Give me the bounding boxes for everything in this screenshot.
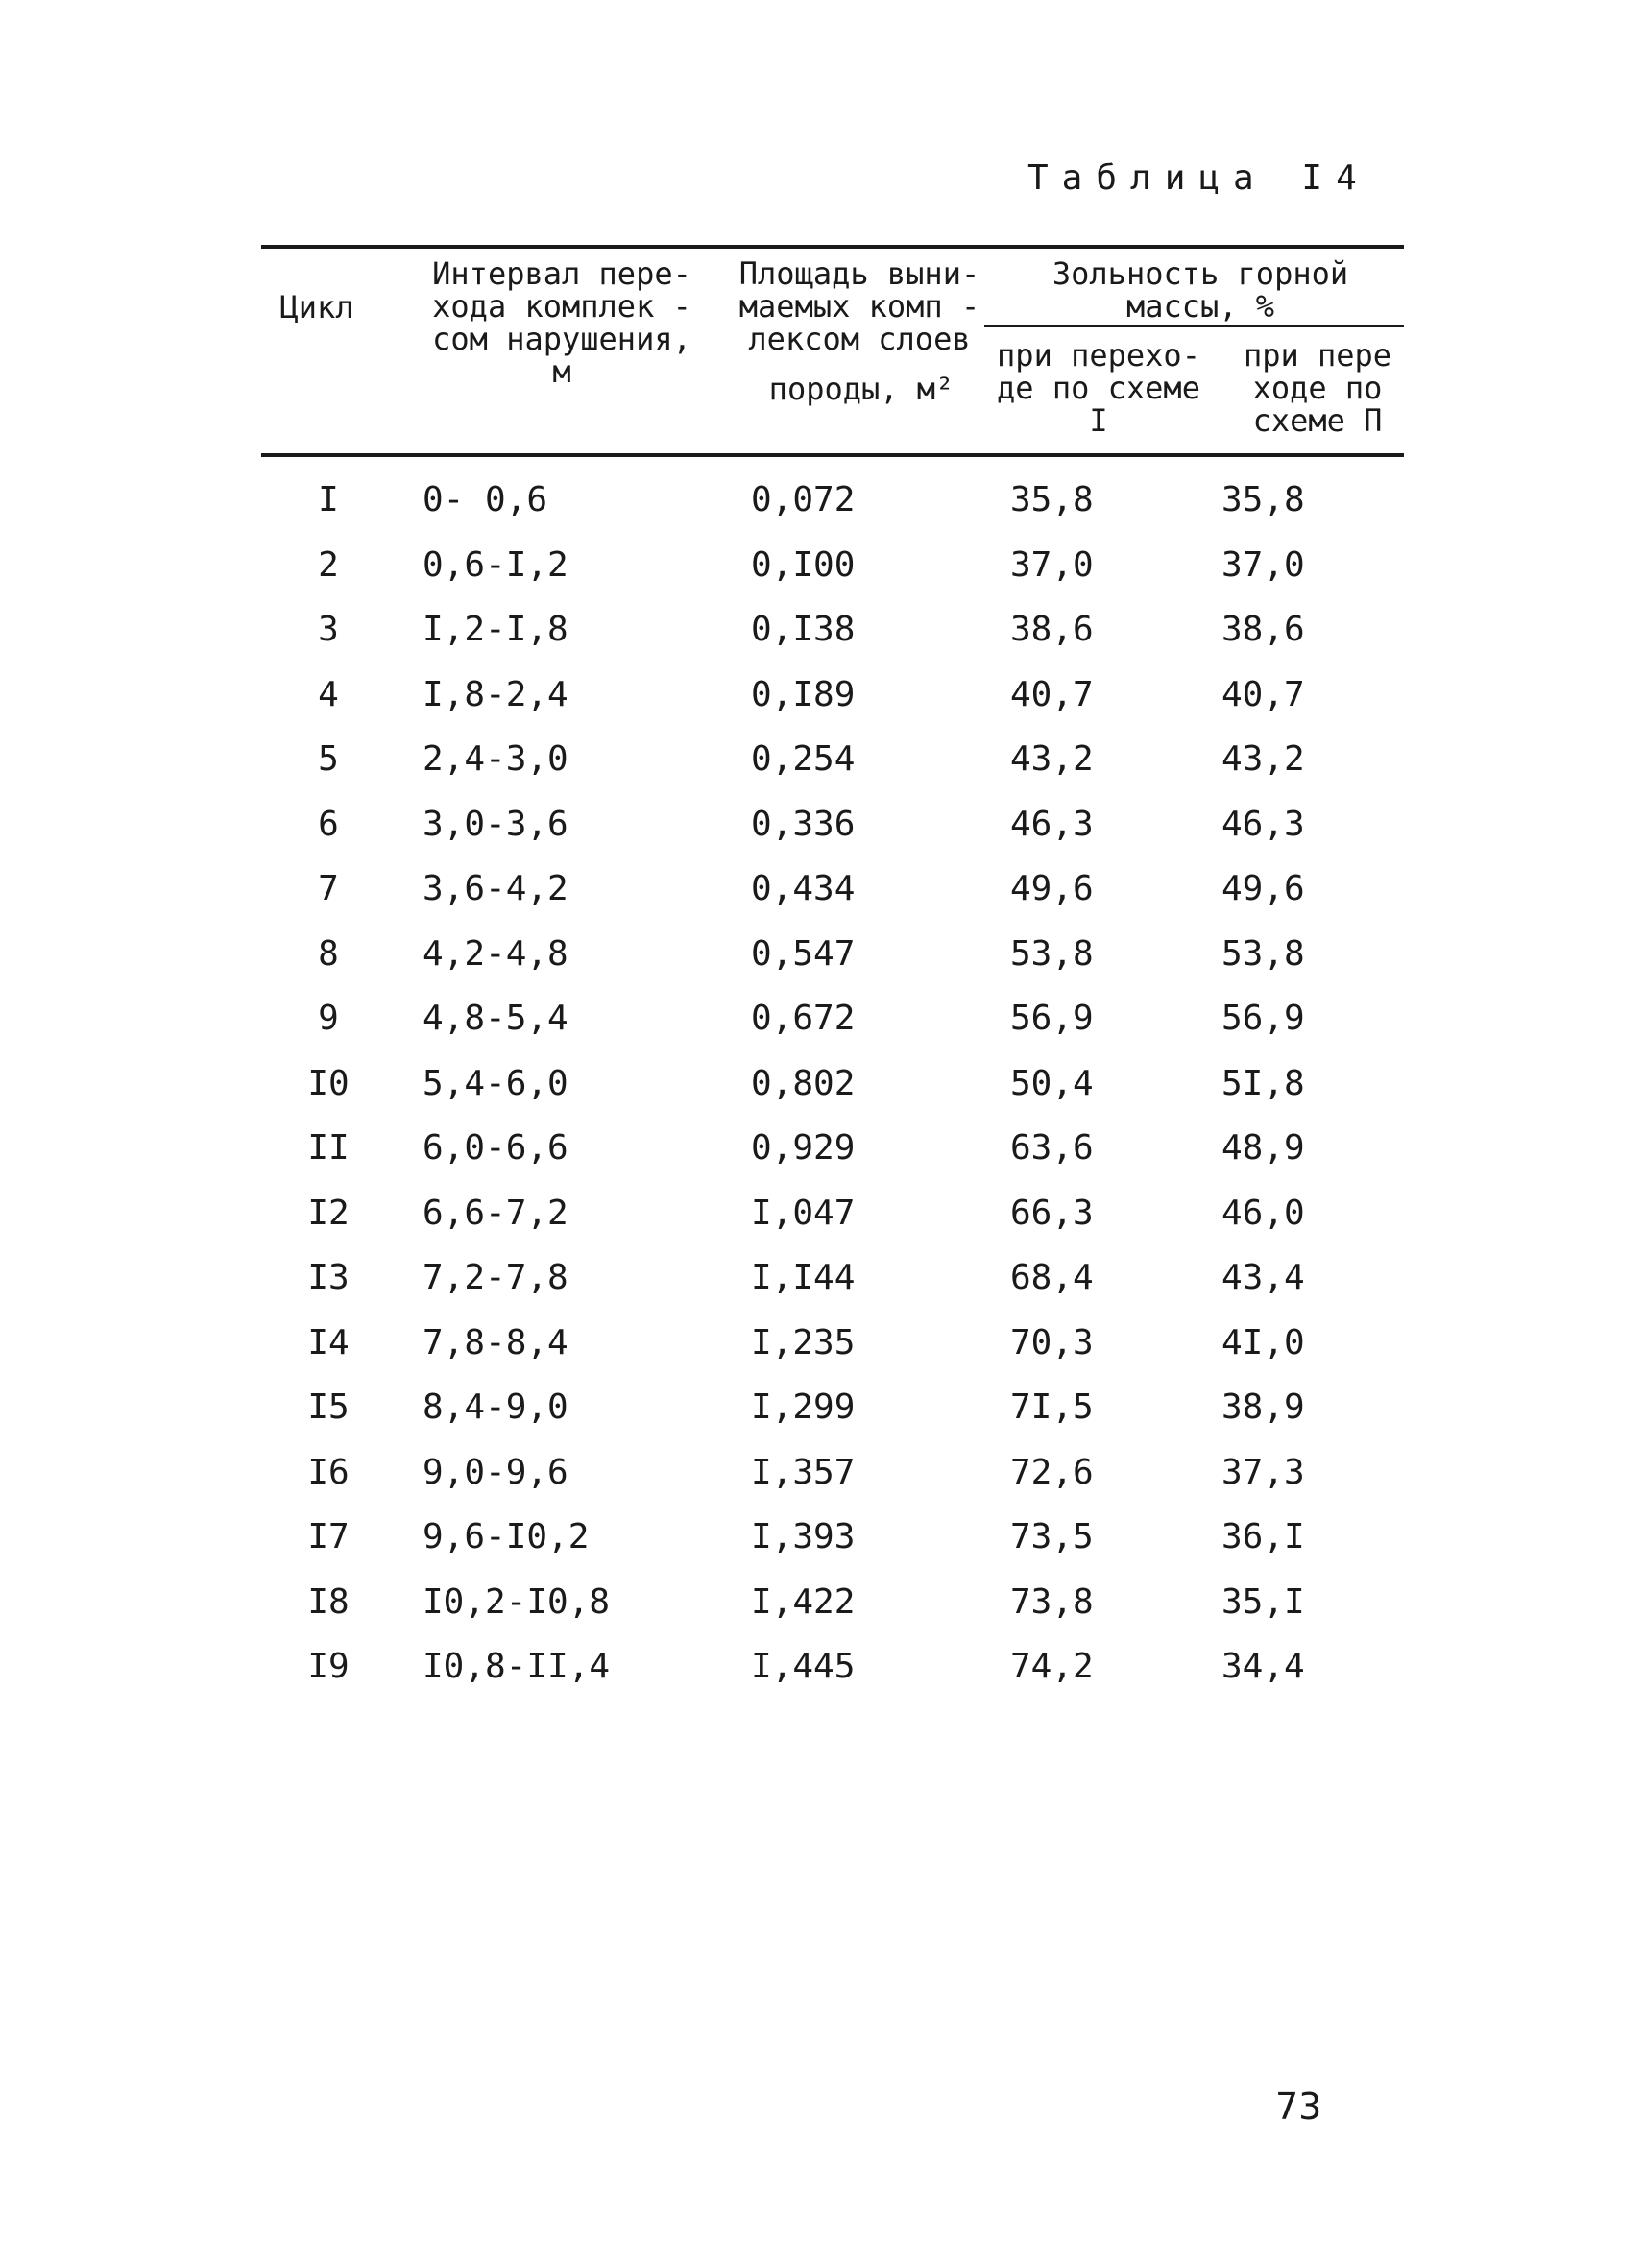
cell-cycle: 8 <box>318 933 339 974</box>
table-row <box>261 1579 1404 1644</box>
cell-interval: 9,0-9,6 <box>423 1452 568 1492</box>
header-scheme-2: при пере ходе по схеме П <box>1243 337 1392 439</box>
table-row <box>261 1060 1404 1125</box>
header-scheme-1: при перехо- де по схеме I <box>997 337 1200 439</box>
table-row <box>261 476 1404 542</box>
cell-ash-scheme-1: 50,4 <box>1010 1063 1094 1103</box>
cell-area: 0,I38 <box>751 610 856 649</box>
cell-cycle: I8 <box>307 1581 350 1622</box>
cell-ash-scheme-1: 70,3 <box>1010 1322 1094 1363</box>
cell-ash-scheme-2: 48,9 <box>1221 1128 1305 1168</box>
cell-area: I,235 <box>751 1322 856 1363</box>
table-row <box>261 1319 1404 1385</box>
cell-interval: I,2-I,8 <box>423 610 568 649</box>
table-row <box>261 995 1404 1060</box>
cell-ash-scheme-1: 43,2 <box>1010 739 1094 779</box>
cell-ash-scheme-2: 36,I <box>1221 1517 1305 1556</box>
cell-ash-scheme-1: 38,6 <box>1010 610 1094 649</box>
cell-area: I,357 <box>751 1452 856 1492</box>
cell-cycle: I0 <box>307 1063 350 1103</box>
header-ash-content: Зольность горной массы, % <box>1052 255 1349 325</box>
cell-ash-scheme-2: 37,3 <box>1221 1452 1305 1492</box>
cell-area: I,299 <box>751 1387 856 1427</box>
header-area-unit: породы, м² <box>768 371 955 407</box>
cell-ash-scheme-2: 53,8 <box>1221 933 1305 974</box>
table-body <box>261 476 1404 1708</box>
table-row <box>261 1449 1404 1514</box>
cell-interval: 6,0-6,6 <box>423 1128 568 1168</box>
cell-interval: 3,0-3,6 <box>423 804 568 844</box>
cell-cycle: 2 <box>318 544 339 585</box>
cell-area: I,445 <box>751 1647 856 1686</box>
cell-cycle: I2 <box>307 1193 350 1233</box>
cell-area: 0,672 <box>751 999 856 1038</box>
cell-interval: 0,6-I,2 <box>423 544 568 585</box>
cell-cycle: I <box>318 480 339 519</box>
cell-ash-scheme-2: 34,4 <box>1221 1647 1305 1686</box>
cell-ash-scheme-2: 38,6 <box>1221 610 1305 649</box>
table-row <box>261 865 1404 930</box>
header-sub-rule <box>984 325 1404 327</box>
cell-cycle: 4 <box>318 674 339 714</box>
cell-ash-scheme-1: 74,2 <box>1010 1647 1094 1686</box>
table-row <box>261 1643 1404 1708</box>
cell-ash-scheme-1: 56,9 <box>1010 999 1094 1038</box>
cell-area: I,047 <box>751 1193 856 1233</box>
cell-ash-scheme-2: 40,7 <box>1221 674 1305 714</box>
table-row <box>261 1124 1404 1190</box>
cell-interval: I0,8-II,4 <box>423 1647 611 1686</box>
cell-area: 0,I89 <box>751 674 856 714</box>
cell-cycle: I5 <box>307 1387 350 1427</box>
cell-ash-scheme-1: 63,6 <box>1010 1128 1094 1168</box>
cell-interval: 3,6-4,2 <box>423 869 568 908</box>
table-row <box>261 801 1404 866</box>
cell-ash-scheme-2: 38,9 <box>1221 1387 1305 1427</box>
cell-interval: I,8-2,4 <box>423 674 568 714</box>
table-caption: Таблица I4 <box>1028 158 1370 198</box>
header-interval: Интервал пере- хода комплек - сом нарушения, м <box>432 255 691 390</box>
cell-ash-scheme-2: 35,I <box>1221 1581 1305 1622</box>
cell-ash-scheme-2: 37,0 <box>1221 544 1305 585</box>
cell-area: I,393 <box>751 1517 856 1556</box>
cell-cycle: I6 <box>307 1452 350 1492</box>
table-row <box>261 1254 1404 1319</box>
cell-ash-scheme-1: 68,4 <box>1010 1258 1094 1297</box>
header-cycle: Цикл <box>279 289 354 326</box>
cell-cycle: 3 <box>318 610 339 649</box>
cell-cycle: I9 <box>307 1647 350 1686</box>
cell-ash-scheme-1: 46,3 <box>1010 804 1094 844</box>
cell-area: I,I44 <box>751 1258 856 1297</box>
cell-cycle: 5 <box>318 739 339 779</box>
cell-cycle: II <box>307 1128 350 1168</box>
header-bottom-rule <box>261 453 1404 457</box>
cell-interval: 7,8-8,4 <box>423 1322 568 1363</box>
cell-ash-scheme-1: 49,6 <box>1010 869 1094 908</box>
cell-ash-scheme-2: 5I,8 <box>1221 1063 1305 1103</box>
cell-ash-scheme-2: 4I,0 <box>1221 1322 1305 1363</box>
cell-interval: 6,6-7,2 <box>423 1193 568 1233</box>
cell-ash-scheme-1: 73,8 <box>1010 1581 1094 1622</box>
table-row <box>261 930 1404 996</box>
cell-area: 0,I00 <box>751 544 856 585</box>
table-row <box>261 736 1404 801</box>
cell-ash-scheme-2: 46,0 <box>1221 1193 1305 1233</box>
cell-interval: 2,4-3,0 <box>423 739 568 779</box>
cell-interval: 9,6-I0,2 <box>423 1517 590 1556</box>
page-number: 73 <box>1275 2086 1322 2128</box>
cell-area: 0,929 <box>751 1128 856 1168</box>
cell-ash-scheme-1: 37,0 <box>1010 544 1094 585</box>
cell-area: 0,802 <box>751 1063 856 1103</box>
cell-cycle: I3 <box>307 1258 350 1297</box>
cell-ash-scheme-2: 56,9 <box>1221 999 1305 1038</box>
cell-ash-scheme-1: 40,7 <box>1010 674 1094 714</box>
cell-interval: 7,2-7,8 <box>423 1258 568 1297</box>
table-row <box>261 542 1404 607</box>
table-row <box>261 1384 1404 1449</box>
table-row <box>261 671 1404 736</box>
table-row <box>261 606 1404 671</box>
cell-ash-scheme-1: 72,6 <box>1010 1452 1094 1492</box>
table-row <box>261 1190 1404 1255</box>
cell-ash-scheme-2: 49,6 <box>1221 869 1305 908</box>
cell-area: 0,434 <box>751 869 856 908</box>
cell-ash-scheme-1: 7I,5 <box>1010 1387 1094 1427</box>
cell-cycle: I4 <box>307 1322 350 1363</box>
cell-cycle: 9 <box>318 999 339 1038</box>
cell-cycle: 6 <box>318 804 339 844</box>
cell-ash-scheme-1: 53,8 <box>1010 933 1094 974</box>
cell-ash-scheme-1: 66,3 <box>1010 1193 1094 1233</box>
cell-area: I,422 <box>751 1581 856 1622</box>
header-top-rule <box>261 245 1404 249</box>
cell-interval: 4,2-4,8 <box>423 933 568 974</box>
cell-ash-scheme-1: 35,8 <box>1010 480 1094 519</box>
cell-cycle: 7 <box>318 869 339 908</box>
table-row <box>261 1513 1404 1579</box>
cell-area: 0,547 <box>751 933 856 974</box>
cell-ash-scheme-1: 73,5 <box>1010 1517 1094 1556</box>
cell-ash-scheme-2: 43,2 <box>1221 739 1305 779</box>
header-area: Площадь выни- маемых комп - лексом слоев <box>738 255 980 357</box>
cell-area: 0,336 <box>751 804 856 844</box>
cell-interval: 0- 0,6 <box>423 480 548 519</box>
cell-ash-scheme-2: 43,4 <box>1221 1258 1305 1297</box>
cell-area: 0,254 <box>751 739 856 779</box>
cell-area: 0,072 <box>751 480 856 519</box>
cell-interval: 8,4-9,0 <box>423 1387 568 1427</box>
cell-cycle: I7 <box>307 1517 350 1556</box>
cell-interval: 5,4-6,0 <box>423 1063 568 1103</box>
cell-interval: 4,8-5,4 <box>423 999 568 1038</box>
cell-interval: I0,2-I0,8 <box>423 1581 611 1622</box>
cell-ash-scheme-2: 46,3 <box>1221 804 1305 844</box>
cell-ash-scheme-2: 35,8 <box>1221 480 1305 519</box>
